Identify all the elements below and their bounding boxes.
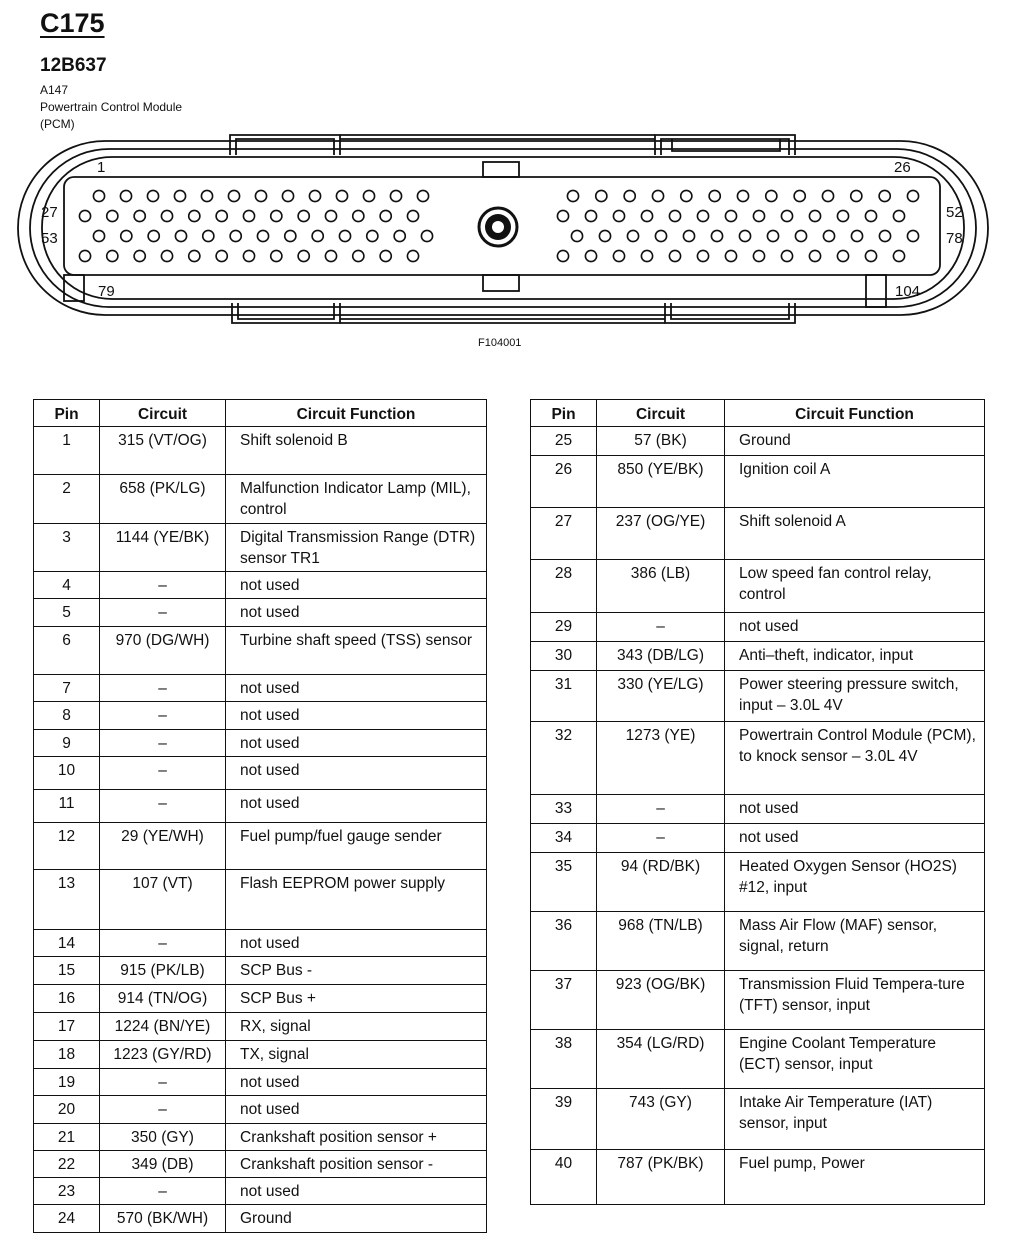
pin-hole xyxy=(781,210,792,221)
col-header-pin: Pin xyxy=(34,400,100,427)
pin-hole xyxy=(390,190,401,201)
pin-hole xyxy=(753,250,764,261)
function-cell: not used xyxy=(226,930,487,957)
pin-hole xyxy=(681,190,692,201)
function-cell: RX, signal xyxy=(226,1013,487,1041)
table-row xyxy=(34,1151,487,1178)
pin-hole xyxy=(147,190,158,201)
pin-cell: 19 xyxy=(34,1069,100,1096)
pin-hole xyxy=(93,190,104,201)
function-cell: Ignition coil A xyxy=(725,456,985,508)
pin-cell: 1 xyxy=(34,427,100,475)
function-cell: Ground xyxy=(725,427,985,456)
circuit-cell: 386 (LB) xyxy=(597,560,725,613)
table-row xyxy=(34,757,487,790)
pin-hole xyxy=(161,210,172,221)
pin-hole xyxy=(134,250,145,261)
pin-hole xyxy=(174,190,185,201)
circuit-cell: 57 (BK) xyxy=(597,427,725,456)
pin-hole xyxy=(134,210,145,221)
table-row xyxy=(531,795,985,824)
circuit-cell: 1273 (YE) xyxy=(597,722,725,795)
pin-cell: 29 xyxy=(531,613,597,642)
table-row xyxy=(34,1041,487,1069)
pin-cell: 13 xyxy=(34,870,100,930)
pin-cell: 37 xyxy=(531,971,597,1030)
pin-hole xyxy=(709,190,720,201)
pin-label-27: 27 xyxy=(41,204,58,221)
circuit-cell: 354 (LG/RD) xyxy=(597,1030,725,1089)
pin-hole xyxy=(567,190,578,201)
function-cell: not used xyxy=(226,1096,487,1124)
pin-hole xyxy=(189,210,200,221)
pin-hole xyxy=(79,250,90,261)
circuit-cell: 94 (RD/BK) xyxy=(597,853,725,912)
table-row xyxy=(531,671,985,722)
pin-hole xyxy=(624,190,635,201)
pin-hole xyxy=(585,210,596,221)
pin-hole xyxy=(79,210,90,221)
circuit-cell: 1223 (GY/RD) xyxy=(100,1041,226,1069)
circuit-cell: 29 (YE/WH) xyxy=(100,823,226,870)
function-cell: Flash EEPROM power supply xyxy=(226,870,487,930)
pin-hole xyxy=(298,210,309,221)
table-row xyxy=(34,702,487,730)
function-cell: Malfunction Indicator Lamp (MIL), control xyxy=(226,475,487,524)
right-key xyxy=(866,275,886,307)
pin-hole xyxy=(367,230,378,241)
pin-cell: 21 xyxy=(34,1124,100,1151)
top-key xyxy=(483,162,519,177)
pin-hole xyxy=(380,250,391,261)
circuit-cell: 237 (OG/YE) xyxy=(597,508,725,560)
circuit-cell: – xyxy=(100,730,226,757)
pinout-table-left xyxy=(33,399,487,1233)
pin-cell: 2 xyxy=(34,475,100,524)
pin-hole xyxy=(585,250,596,261)
pin-hole xyxy=(725,210,736,221)
pin-hole xyxy=(298,250,309,261)
pin-cell: 34 xyxy=(531,824,597,853)
pin-cell: 7 xyxy=(34,675,100,702)
bottom-latch-left xyxy=(232,303,340,323)
module-abbr: (PCM) xyxy=(40,117,75,131)
pin-hole xyxy=(697,250,708,261)
pin-cell: 23 xyxy=(34,1178,100,1205)
function-cell: not used xyxy=(725,795,985,824)
function-cell: Powertrain Control Module (PCM), to knock sensor – 3.0L 4V xyxy=(725,722,985,795)
table-row xyxy=(531,722,985,795)
function-cell: Crankshaft position sensor - xyxy=(226,1151,487,1178)
function-cell: TX, signal xyxy=(226,1041,487,1069)
table-row xyxy=(531,912,985,971)
circuit-cell: 850 (YE/BK) xyxy=(597,456,725,508)
pin-cell: 11 xyxy=(34,790,100,823)
table-row xyxy=(531,613,985,642)
circuit-cell: – xyxy=(100,1096,226,1124)
pin-hole xyxy=(257,230,268,241)
pin-hole xyxy=(557,250,568,261)
table-row xyxy=(34,985,487,1013)
pin-hole xyxy=(325,250,336,261)
circuit-cell: 923 (OG/BK) xyxy=(597,971,725,1030)
table-row xyxy=(34,1124,487,1151)
pin-label-104: 104 xyxy=(895,283,921,300)
pin-hole xyxy=(879,190,890,201)
pin-cell: 32 xyxy=(531,722,597,795)
pin-cell: 27 xyxy=(531,508,597,560)
table-row xyxy=(34,1178,487,1205)
circuit-cell: – xyxy=(597,795,725,824)
pin-hole xyxy=(417,190,428,201)
pin-hole xyxy=(851,230,862,241)
pin-cell: 35 xyxy=(531,853,597,912)
table-row xyxy=(34,930,487,957)
pin-hole xyxy=(907,230,918,241)
pin-cell: 15 xyxy=(34,957,100,985)
function-cell: SCP Bus + xyxy=(226,985,487,1013)
pin-cell: 24 xyxy=(34,1205,100,1233)
function-cell: not used xyxy=(226,790,487,823)
circuit-cell: 915 (PK/LB) xyxy=(100,957,226,985)
circuit-cell: – xyxy=(100,790,226,823)
pin-hole xyxy=(120,190,131,201)
figure-id: F104001 xyxy=(478,337,522,349)
function-cell: Fuel pump, Power xyxy=(725,1150,985,1205)
table-row xyxy=(531,1030,985,1089)
pin-hole xyxy=(107,250,118,261)
pin-hole xyxy=(339,230,350,241)
table-row xyxy=(34,730,487,757)
pin-hole xyxy=(161,250,172,261)
function-cell: Digital Transmission Range (DTR) sensor TR1 xyxy=(226,524,487,572)
table-row xyxy=(34,427,487,475)
pin-hole xyxy=(353,250,364,261)
pin-hole xyxy=(407,210,418,221)
pin-hole xyxy=(571,230,582,241)
pin-hole xyxy=(865,210,876,221)
circuit-cell: 914 (TN/OG) xyxy=(100,985,226,1013)
function-cell: Turbine shaft speed (TSS) sensor xyxy=(226,627,487,675)
circuit-cell: 349 (DB) xyxy=(100,1151,226,1178)
pin-label-78: 78 xyxy=(946,230,963,247)
pin-hole xyxy=(121,230,132,241)
table-row xyxy=(531,456,985,508)
pin-cell: 12 xyxy=(34,823,100,870)
pin-hole xyxy=(822,190,833,201)
circuit-cell: 1144 (YE/BK) xyxy=(100,524,226,572)
table-row xyxy=(34,572,487,599)
pin-hole xyxy=(394,230,405,241)
pin-hole xyxy=(599,230,610,241)
pin-hole xyxy=(201,190,212,201)
pin-hole xyxy=(596,190,607,201)
circuit-cell: 970 (DG/WH) xyxy=(100,627,226,675)
pin-hole xyxy=(613,210,624,221)
pin-label-79: 79 xyxy=(98,283,115,300)
pin-hole xyxy=(837,210,848,221)
pin-cell: 8 xyxy=(34,702,100,730)
module-name: Powertrain Control Module xyxy=(40,100,183,114)
circuit-cell: 107 (VT) xyxy=(100,870,226,930)
pin-hole xyxy=(93,230,104,241)
pin-cell: 20 xyxy=(34,1096,100,1124)
pin-cell: 40 xyxy=(531,1150,597,1205)
pin-hole xyxy=(865,250,876,261)
function-cell: Heated Oxygen Sensor (HO2S) #12, input xyxy=(725,853,985,912)
pin-hole xyxy=(697,210,708,221)
pin-hole xyxy=(228,190,239,201)
pin-hole xyxy=(725,250,736,261)
table-row xyxy=(531,824,985,853)
pin-cell: 9 xyxy=(34,730,100,757)
pin-cell: 4 xyxy=(34,572,100,599)
pin-hole xyxy=(271,210,282,221)
pin-hole xyxy=(766,190,777,201)
pin-hole xyxy=(753,210,764,221)
pin-cell: 10 xyxy=(34,757,100,790)
table-row xyxy=(34,475,487,524)
table-row xyxy=(34,1013,487,1041)
pin-cell: 22 xyxy=(34,1151,100,1178)
circuit-cell: – xyxy=(100,1178,226,1205)
function-cell: not used xyxy=(725,613,985,642)
pin-hole xyxy=(893,250,904,261)
circuit-cell: 743 (GY) xyxy=(597,1089,725,1150)
circuit-cell: 1224 (BN/YE) xyxy=(100,1013,226,1041)
function-cell: Low speed fan control relay, control xyxy=(725,560,985,613)
bottom-key xyxy=(483,275,519,291)
circuit-cell: – xyxy=(100,572,226,599)
function-cell: Intake Air Temperature (IAT) sensor, input xyxy=(725,1089,985,1150)
function-cell: Shift solenoid A xyxy=(725,508,985,560)
pin-hole xyxy=(271,250,282,261)
pin-hole xyxy=(737,190,748,201)
pin-hole xyxy=(363,190,374,201)
function-cell: Power steering pressure switch, input – 3.0L 4V xyxy=(725,671,985,722)
table-row xyxy=(531,642,985,671)
pin-hole xyxy=(907,190,918,201)
pin-hole xyxy=(255,190,266,201)
pin-label-52: 52 xyxy=(946,204,963,221)
module-code: A147 xyxy=(40,83,69,97)
pin-hole xyxy=(285,230,296,241)
pin-hole xyxy=(641,210,652,221)
circuit-cell: 315 (VT/OG) xyxy=(100,427,226,475)
circuit-cell: – xyxy=(100,599,226,627)
pin-hole xyxy=(189,250,200,261)
pin-hole xyxy=(309,190,320,201)
pin-hole xyxy=(669,210,680,221)
col-header-function: Circuit Function xyxy=(226,400,487,427)
circuit-cell: 787 (PK/BK) xyxy=(597,1150,725,1205)
function-cell: not used xyxy=(226,702,487,730)
bottom-latch-mid xyxy=(340,319,665,323)
pin-hole xyxy=(767,230,778,241)
circuit-cell: 350 (GY) xyxy=(100,1124,226,1151)
function-cell: Fuel pump/fuel gauge sender xyxy=(226,823,487,870)
table-row xyxy=(531,508,985,560)
function-cell: not used xyxy=(226,572,487,599)
table-row xyxy=(34,675,487,702)
table-row xyxy=(34,1096,487,1124)
circuit-cell: – xyxy=(100,757,226,790)
table-row xyxy=(34,1205,487,1233)
col-header-pin: Pin xyxy=(531,400,597,427)
pin-hole xyxy=(243,210,254,221)
top-latch-right xyxy=(655,135,795,155)
pin-hole xyxy=(655,230,666,241)
table-row xyxy=(34,790,487,823)
pin-hole xyxy=(794,190,805,201)
pin-hole xyxy=(148,230,159,241)
circuit-cell: – xyxy=(597,613,725,642)
function-cell: not used xyxy=(226,1069,487,1096)
pin-hole xyxy=(380,210,391,221)
function-cell: Transmission Fluid Tempera-ture (TFT) sensor, input xyxy=(725,971,985,1030)
pin-hole xyxy=(781,250,792,261)
table-row xyxy=(531,1150,985,1205)
pin-hole xyxy=(669,250,680,261)
circuit-cell: – xyxy=(100,702,226,730)
circuit-cell: – xyxy=(597,824,725,853)
pin-hole xyxy=(627,230,638,241)
circuit-cell: 570 (BK/WH) xyxy=(100,1205,226,1233)
pin-hole xyxy=(243,250,254,261)
function-cell: Shift solenoid B xyxy=(226,427,487,475)
table-row xyxy=(34,599,487,627)
pin-hole xyxy=(823,230,834,241)
pin-cell: 18 xyxy=(34,1041,100,1069)
pin-hole xyxy=(711,230,722,241)
col-header-function: Circuit Function xyxy=(725,400,985,427)
pin-hole xyxy=(739,230,750,241)
pin-label-53: 53 xyxy=(41,230,58,247)
circuit-cell: 343 (DB/LG) xyxy=(597,642,725,671)
function-cell: not used xyxy=(226,675,487,702)
table-row xyxy=(34,870,487,930)
pin-cell: 28 xyxy=(531,560,597,613)
pin-hole xyxy=(336,190,347,201)
pin-hole xyxy=(893,210,904,221)
function-cell: not used xyxy=(226,599,487,627)
pin-cell: 6 xyxy=(34,627,100,675)
pin-label-26: 26 xyxy=(894,159,911,176)
function-cell: Crankshaft position sensor + xyxy=(226,1124,487,1151)
pin-cell: 17 xyxy=(34,1013,100,1041)
pin-hole xyxy=(421,230,432,241)
circuit-cell: 968 (TN/LB) xyxy=(597,912,725,971)
table-row xyxy=(531,1089,985,1150)
bottom-latch-right xyxy=(665,303,795,323)
pinout-table-right xyxy=(530,399,985,1205)
table-row xyxy=(34,627,487,675)
pin-hole xyxy=(641,250,652,261)
circuit-cell: 658 (PK/LG) xyxy=(100,475,226,524)
pin-cell: 26 xyxy=(531,456,597,508)
function-cell: not used xyxy=(226,757,487,790)
pin-hole xyxy=(557,210,568,221)
function-cell: not used xyxy=(226,1178,487,1205)
pin-cell: 33 xyxy=(531,795,597,824)
col-header-circuit: Circuit xyxy=(100,400,226,427)
table-row xyxy=(531,560,985,613)
table-row xyxy=(531,853,985,912)
pin-hole xyxy=(230,230,241,241)
pin-hole xyxy=(879,230,890,241)
pin-hole xyxy=(216,210,227,221)
pin-hole xyxy=(175,230,186,241)
circuit-cell: – xyxy=(100,1069,226,1096)
pin-hole xyxy=(837,250,848,261)
pin-cell: 3 xyxy=(34,524,100,572)
pin-hole xyxy=(795,230,806,241)
pin-hole xyxy=(353,210,364,221)
pin-label-1: 1 xyxy=(97,159,106,176)
part-number: 12B637 xyxy=(40,55,107,76)
pin-cell: 39 xyxy=(531,1089,597,1150)
col-header-circuit: Circuit xyxy=(597,400,725,427)
pin-hole xyxy=(613,250,624,261)
pin-cell: 14 xyxy=(34,930,100,957)
table-row xyxy=(531,427,985,456)
table-row xyxy=(34,823,487,870)
pin-hole xyxy=(407,250,418,261)
pin-hole xyxy=(809,250,820,261)
table-row xyxy=(531,971,985,1030)
pin-cell: 30 xyxy=(531,642,597,671)
pin-hole xyxy=(683,230,694,241)
pin-hole xyxy=(851,190,862,201)
function-cell: Anti–theft, indicator, input xyxy=(725,642,985,671)
table-row xyxy=(34,957,487,985)
pin-cell: 36 xyxy=(531,912,597,971)
circuit-cell: – xyxy=(100,675,226,702)
table-row xyxy=(34,1069,487,1096)
pin-hole xyxy=(203,230,214,241)
table-row xyxy=(34,524,487,572)
pin-cell: 16 xyxy=(34,985,100,1013)
function-cell: not used xyxy=(725,824,985,853)
function-cell: SCP Bus - xyxy=(226,957,487,985)
pin-cell: 38 xyxy=(531,1030,597,1089)
function-cell: Mass Air Flow (MAF) sensor, signal, return xyxy=(725,912,985,971)
circuit-cell: – xyxy=(100,930,226,957)
connector-diagram xyxy=(0,125,1024,335)
pin-hole xyxy=(312,230,323,241)
function-cell: Engine Coolant Temperature (ECT) sensor, input xyxy=(725,1030,985,1089)
pin-hole xyxy=(282,190,293,201)
pin-hole xyxy=(809,210,820,221)
top-latch-mid xyxy=(340,135,655,139)
pin-hole xyxy=(216,250,227,261)
pin-hole xyxy=(652,190,663,201)
function-cell: Ground xyxy=(226,1205,487,1233)
connector-id: C175 xyxy=(40,8,105,38)
pin-cell: 31 xyxy=(531,671,597,722)
pin-hole xyxy=(107,210,118,221)
pin-cell: 5 xyxy=(34,599,100,627)
pin-cell: 25 xyxy=(531,427,597,456)
pin-hole xyxy=(325,210,336,221)
top-latch-left xyxy=(230,135,340,155)
function-cell: not used xyxy=(226,730,487,757)
circuit-cell: 330 (YE/LG) xyxy=(597,671,725,722)
